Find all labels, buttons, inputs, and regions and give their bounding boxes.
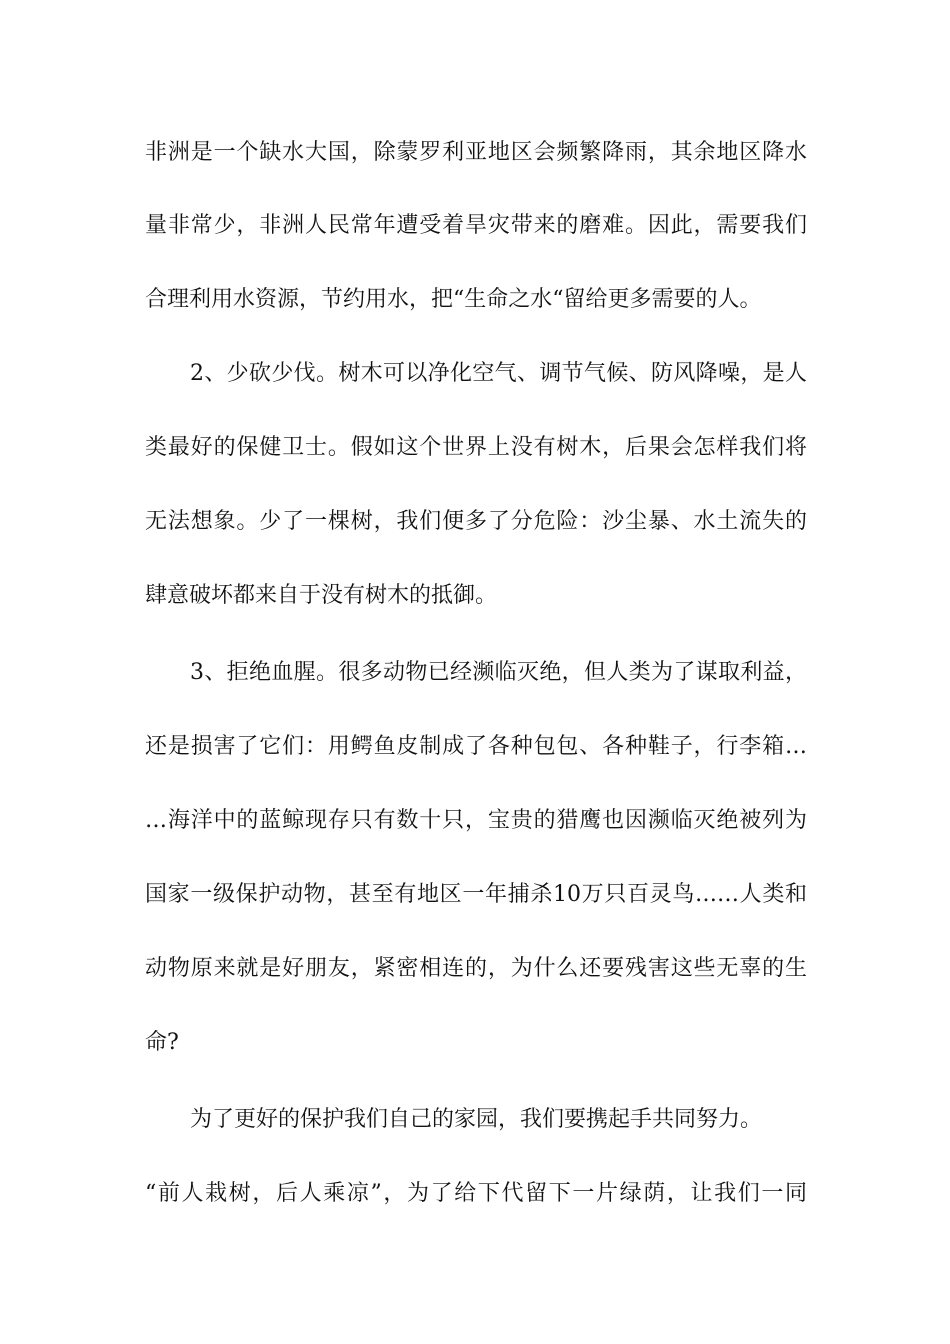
text-line: 2、少砍少伐。树木可以净化空气、调节气候、防风降噪，是人: [190, 361, 807, 386]
text-line: 肆意破坏都来自于没有树木的抵御。: [145, 583, 498, 608]
text-line: …海洋中的蓝鲸现存只有数十只，宝贵的猎鹰也因濒临灭绝被列为: [145, 808, 807, 833]
text-line: 无法想象。少了一棵树，我们便多了分危险：沙尘暴、水土流失的: [145, 509, 807, 534]
text-line: 命?: [145, 1030, 179, 1055]
text-line: 国家一级保护动物，甚至有地区一年捕杀10万只百灵鸟……人类和: [145, 882, 807, 907]
text-line: 为了更好的保护我们自己的家园，我们要携起手共同努力。: [190, 1107, 763, 1132]
text-line: 类最好的保健卫士。假如这个世界上没有树木，后果会怎样我们将: [145, 435, 807, 460]
text-line: 非洲是一个缺水大国，除蒙罗利亚地区会频繁降雨，其余地区降水: [145, 140, 807, 165]
text-line: 还是损害了它们：用鳄鱼皮制成了各种包包、各种鞋子，行李箱…: [145, 734, 807, 759]
text-line: 3、拒绝血腥。很多动物已经濒临灭绝，但人类为了谋取利益，: [190, 660, 807, 685]
text-line: 量非常少，非洲人民常年遭受着旱灾带来的磨难。因此，需要我们: [145, 213, 807, 238]
text-line: 合理利用水资源，节约用水，把“生命之水“留给更多需要的人。: [145, 287, 762, 312]
text-line: “前人栽树，后人乘凉”，为了给下代留下一片绿荫，让我们一同: [145, 1181, 807, 1206]
text-line: 动物原来就是好朋友，紧密相连的，为什么还要残害这些无辜的生: [145, 956, 807, 981]
